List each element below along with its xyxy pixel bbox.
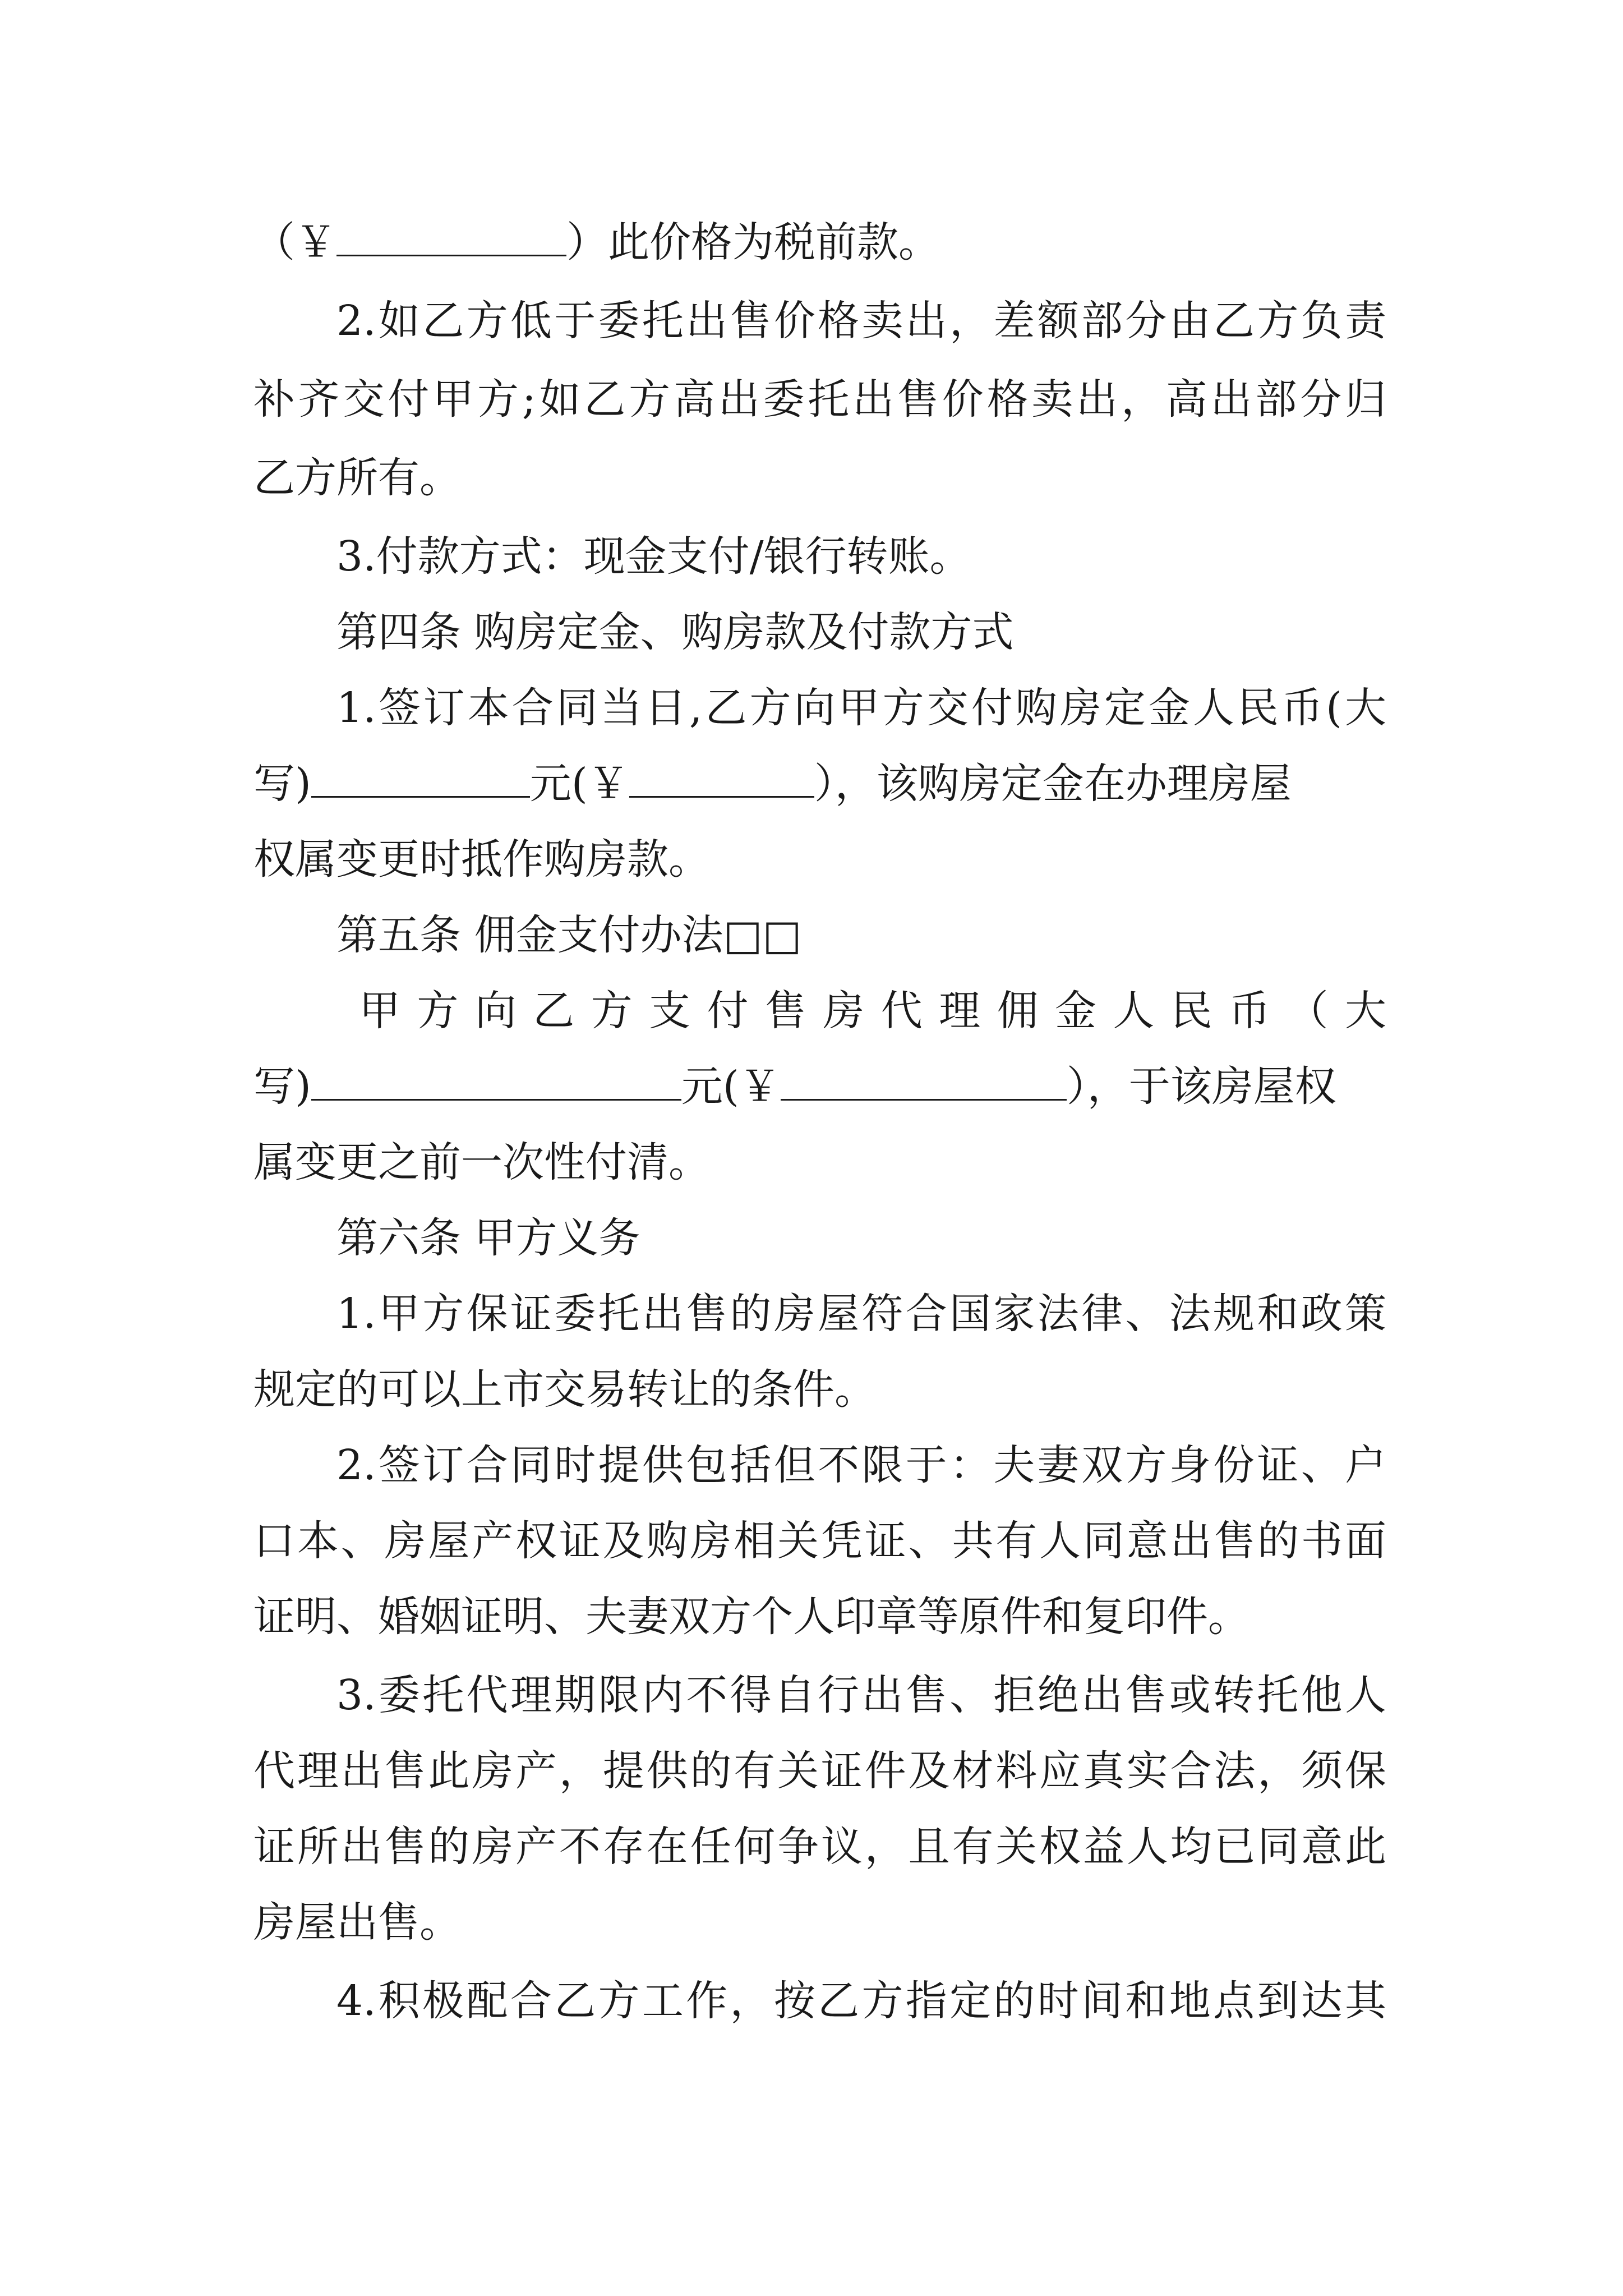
paragraph-line: 补齐交付甲方;如乙方高出委托出售价格卖出，高出部分归 [253,375,1386,424]
paragraph-line: 证所出售的房产不存在任何争议，且有关权益人均已同意此 [253,1823,1386,1871]
paragraph-line: 甲方向乙方支付售房代理佣金人民币（大 [359,987,1386,1035]
tax-note: ）此价格为税前款。 [566,218,940,266]
paragraph-line: 2.如乙方低于委托出售价格卖出，差额部分由乙方负责 [336,297,1386,345]
paragraph-line: 1.签订本合同当日,乙方向甲方交付购房定金人民币(大 [336,684,1386,732]
yuan-prefix: （￥ [253,218,336,266]
paragraph-line: 口本、房屋产权证及购房相关凭证、共有人同意出售的书面 [253,1517,1386,1565]
yuan-label: 元(￥ [681,1062,781,1111]
section-heading: 第四条 购房定金、购房款及付款方式 [336,608,1014,656]
deposit-amount-line [253,744,1386,823]
paragraph-line: 证明、婚姻证明、夫妻双方个人印章等原件和复印件。 [253,1593,1249,1641]
commission-amount-line [253,1047,1386,1126]
commission-note: ），于该房屋权 [1066,1062,1336,1111]
paragraph-line: 规定的可以上市交易转让的条件。 [253,1365,876,1414]
amount-blank [311,760,530,798]
paragraph-line: 2.签订合同时提供包括但不限于：夫妻双方身份证、户 [336,1441,1386,1489]
paragraph-line: 房屋出售。 [253,1898,461,1947]
section-heading: 第五条 佣金支付办法□□ [336,911,802,959]
paragraph-line: 3.付款方式：现金支付/银行转账。 [336,532,971,581]
uppercase-label: 写) [253,1062,311,1111]
price-tax-line [253,203,1386,282]
deposit-note: ），该购房定金在办理房屋 [814,760,1292,808]
paragraph-line: 代理出售此房产，提供的有关证件及材料应真实合法，须保 [253,1747,1386,1795]
paragraph-line: 3.委托代理期限内不得自行出售、拒绝出售或转托他人 [336,1671,1386,1719]
amount-blank [629,760,814,798]
paragraph-line: 属变更之前一次性付清。 [253,1138,710,1186]
uppercase-label: 写) [253,760,311,808]
amount-blank [311,1063,681,1101]
section-heading: 第六条 甲方义务 [336,1214,640,1262]
yuan-label: 元(￥ [529,760,629,808]
paragraph-line: 权属变更时抵作购房款。 [253,835,710,884]
paragraph-line: 1.甲方保证委托出售的房屋符合国家法律、法规和政策 [336,1290,1386,1338]
amount-blank [336,219,566,256]
paragraph-line: 4.积极配合乙方工作，按乙方指定的时间和地点到达其 [336,1977,1386,2025]
paragraph-line: 乙方所有。 [253,454,461,502]
amount-blank [781,1063,1067,1101]
